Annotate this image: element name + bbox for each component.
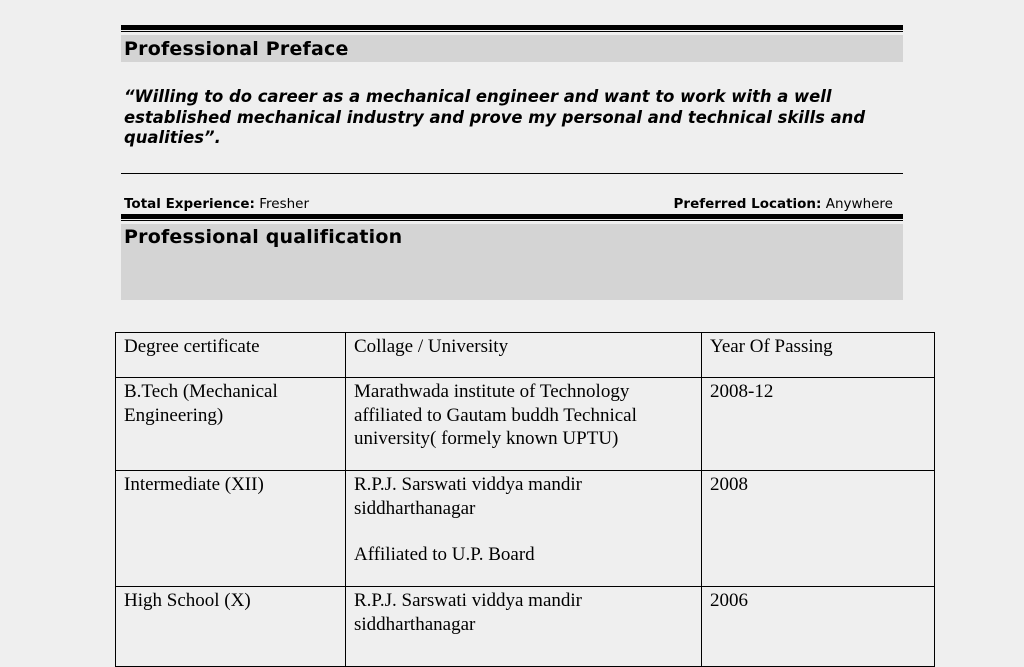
degree-cell: High School (X) xyxy=(116,587,346,667)
table-row xyxy=(116,471,935,587)
year-cell: 2008-12 xyxy=(702,378,935,471)
qualification-title: Professional qualification xyxy=(124,226,403,248)
university-affiliation: Affiliated to U.P. Board xyxy=(354,544,535,565)
degree-cell: B.Tech (Mechanical Engineering) xyxy=(116,378,346,471)
header-university: Collage / University xyxy=(346,333,702,378)
year-cell: 2006 xyxy=(702,587,935,667)
qualification-top-rule xyxy=(121,214,903,221)
preface-title: Professional Preface xyxy=(124,38,349,60)
university-cell xyxy=(346,587,702,667)
preferred-location-value: Anywhere xyxy=(825,196,893,212)
total-experience xyxy=(124,196,309,212)
qualification-table xyxy=(115,332,935,667)
university-name: Marathwada institute of Technology affiliated to Gautam buddh Technical university( formely known UPTU) xyxy=(354,381,637,449)
career-objective: “Willing to do career as a mechanical engineer and want to work with a well established mechanical industry and prove my personal and technical skills and qualities”. xyxy=(124,87,866,147)
table-row xyxy=(116,587,935,667)
year-cell: 2008 xyxy=(702,471,935,587)
section-divider xyxy=(121,173,903,174)
header-degree: Degree certificate xyxy=(116,333,346,378)
table-row xyxy=(116,378,935,471)
preface-top-rule xyxy=(121,25,903,32)
university-name: R.P.J. Sarswati viddya mandir siddharthanagar xyxy=(354,474,582,519)
university-cell xyxy=(346,378,702,471)
total-experience-value: Fresher xyxy=(259,196,310,212)
preferred-location xyxy=(674,196,893,212)
table-header-row xyxy=(116,333,935,378)
university-cell xyxy=(346,471,702,587)
degree-cell: Intermediate (XII) xyxy=(116,471,346,587)
total-experience-label: Total Experience: xyxy=(124,196,255,212)
header-year: Year Of Passing xyxy=(702,333,935,378)
preferred-location-label: Preferred Location: xyxy=(673,196,822,212)
university-name: R.P.J. Sarswati viddya mandir siddharthanagar xyxy=(354,590,582,635)
